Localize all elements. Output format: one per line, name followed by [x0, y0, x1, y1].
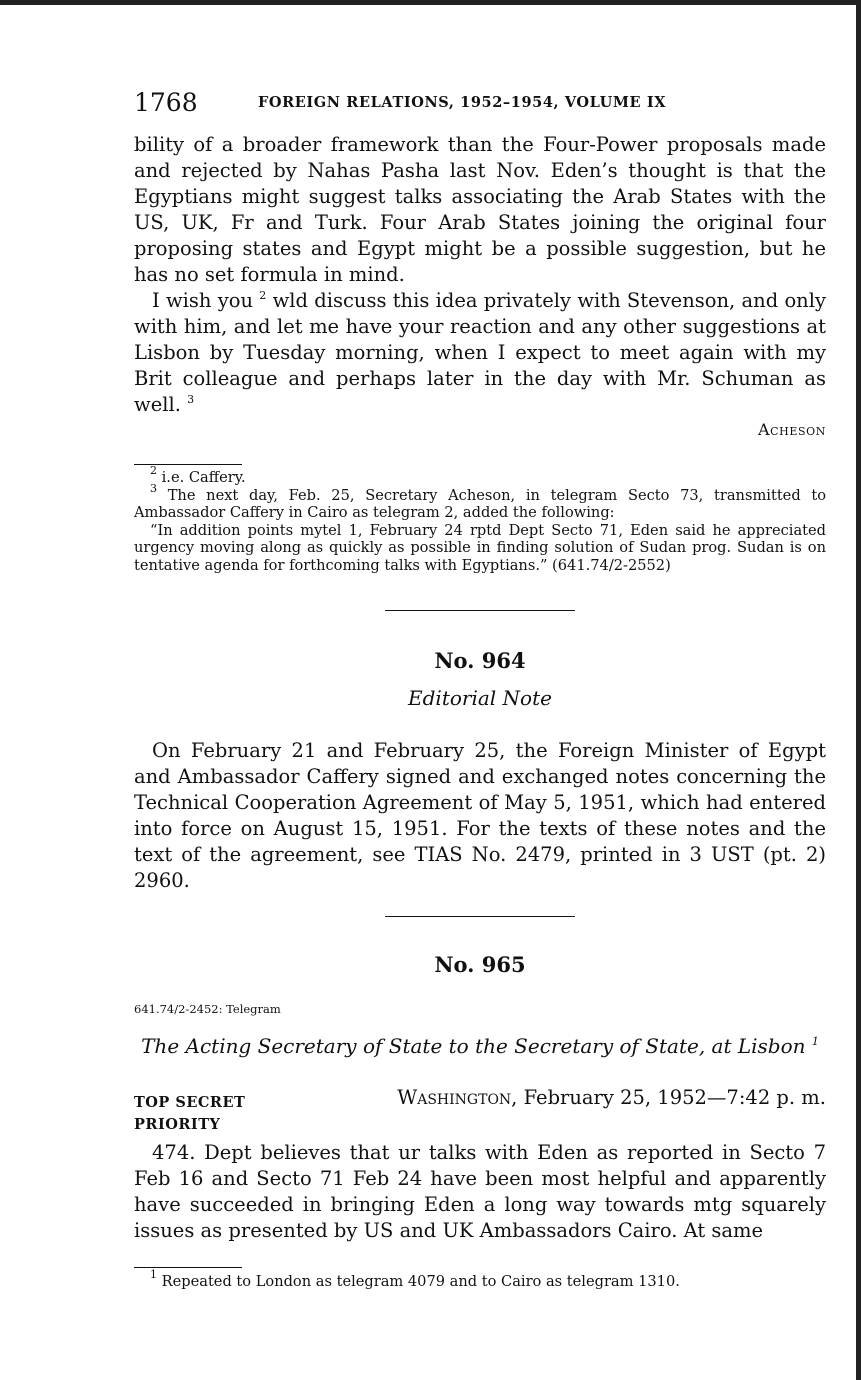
separator-rule [134, 916, 826, 917]
signature: Acheson [758, 420, 826, 439]
paragraph-text: wld discuss this idea privately with Stevenson, and only with him, and let me have your reaction and any other suggestions at Lisbon by Tuesday morning, when I expect to meet again with my Brit colleague and perhaps later in the day with Mr. Schuman as well. [134, 289, 826, 416]
footnote-mark: 3 [150, 481, 157, 495]
editorial-note-title: Editorial Note [408, 686, 552, 710]
continuation-text [134, 132, 826, 439]
document-number-964: No. 964 [434, 648, 526, 673]
footnote-2 [134, 464, 826, 487]
continuation-paragraph-2 [134, 288, 826, 418]
place: Washington [397, 1086, 512, 1109]
editorial-note-body: On February 21 and February 25, the Foreign Minister of Egypt and Ambassador Caffery signed and exchanged notes concerning the Technical Cooperation Agreement of May 5, 1951, which had entered into force on August 15, 1951. For the texts of these notes and the text of the agreement, see TIAS No. 2479, printed in 3 UST (pt. 2) 2960. [134, 739, 826, 892]
running-title: FOREIGN RELATIONS, 1952–1954, VOLUME IX [258, 94, 667, 111]
paragraph-text: I wish you [152, 289, 254, 312]
document-number-965: No. 965 [434, 952, 526, 977]
scan-border-top [0, 0, 861, 5]
footnote-text: Repeated to London as telegram 4079 and to Cairo as telegram 1310. [161, 1273, 680, 1290]
footnote-ref-2: 2 [259, 289, 267, 302]
footnote-mark: 1 [150, 1268, 157, 1281]
priority-marking: PRIORITY [134, 1116, 221, 1133]
footnote-text: The next day, Feb. 25, Secretary Acheson, in telegram Secto 73, transmitted to Ambassador Caffery in Cairo as telegram 2, added the following: [134, 486, 827, 521]
scan-border-right [856, 0, 861, 1380]
footnote-3 [134, 481, 827, 522]
footnote-ref-1: 1 [811, 1035, 819, 1048]
page-header [134, 88, 826, 122]
page-number: 1768 [134, 88, 198, 117]
classification [134, 1092, 245, 1136]
footnote-1 [134, 1268, 826, 1291]
dateline [134, 1086, 826, 1133]
separator-rule [134, 610, 826, 611]
telegram-body: 474. Dept believes that ur talks with Eden as reported in Secto 7 Feb 16 and Secto 71 Feb 24 have been most helpful and apparently have succeeded in bringing Eden a long way towards mtg squarely issues as presented by US and UK Ambassadors Cairo. At same [134, 1141, 826, 1242]
date: , February 25, 1952—7:42 p. m. [511, 1086, 826, 1109]
footnotes-top [134, 464, 826, 574]
document-title-text: The Acting Secretary of State to the Secretary of State, at Lisbon [141, 1034, 806, 1058]
footnote-text: i.e. Caffery. [161, 469, 246, 486]
file-reference: 641.74/2-2452: Telegram [134, 1002, 281, 1016]
footnote-ref-3: 3 [187, 393, 195, 406]
footnote-mark: 2 [150, 464, 157, 477]
continuation-paragraph-1: bility of a broader framework than the Four-Power proposals made and rejected by Nahas Pasha last Nov. Eden’s thought is that the Egyptians might suggest talks associating the Arab States with the US, UK, Fr and Turk. Four Arab States joining the original four proposing states and Egypt might be a possible suggestion, but he has no set formula in mind. [134, 133, 826, 286]
document-title [134, 1034, 826, 1058]
classification-level: TOP SECRET [134, 1094, 246, 1111]
footnote-3-quote: “In addition points mytel 1, February 24 rptd Dept Secto 71, Eden said he appreciated urgency moving along as quickly as possible in finding solution of Sudan prog. Sudan is on tentative agenda for forthcoming talks with Egyptians.” (641.74/2-2552) [134, 521, 826, 574]
footnotes-bottom [134, 1267, 826, 1291]
place-date [397, 1086, 826, 1109]
